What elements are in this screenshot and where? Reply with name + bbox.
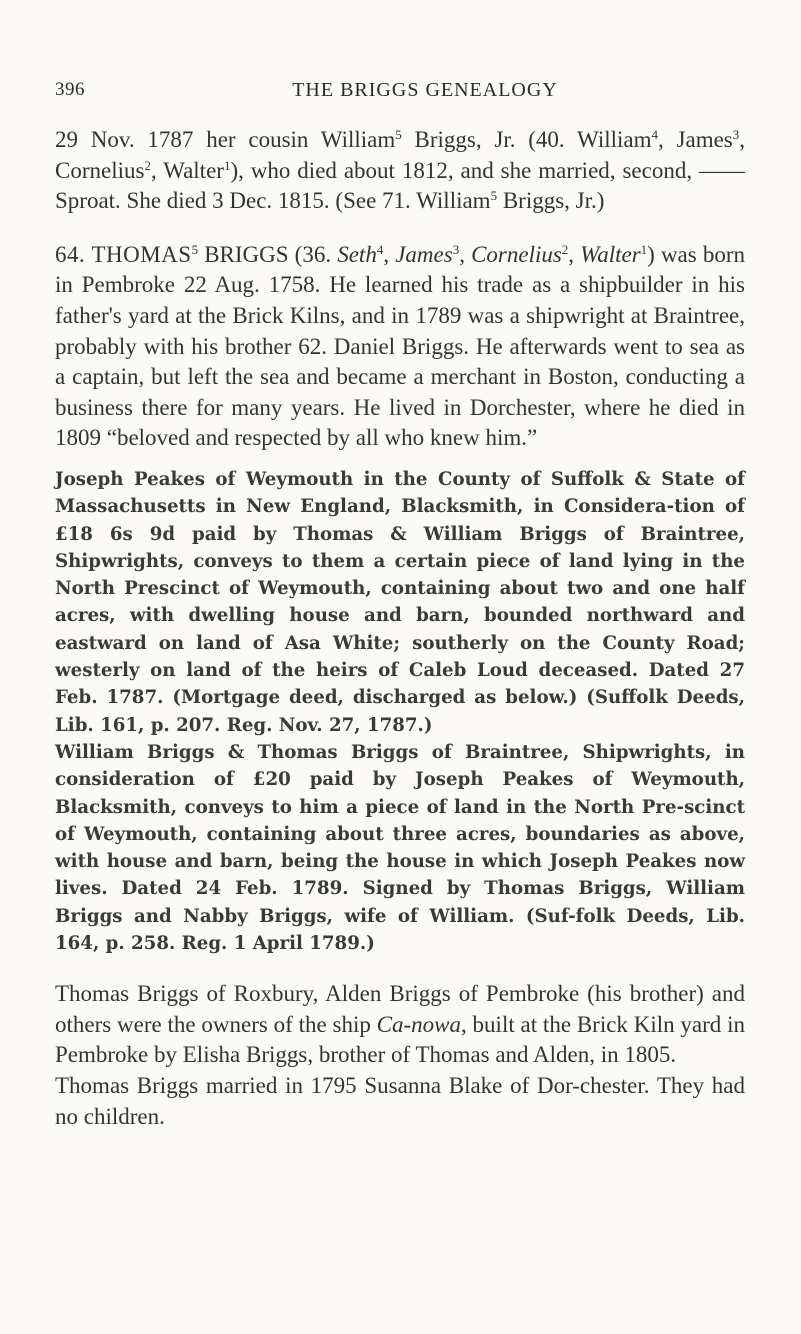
page-header [55,79,755,109]
paragraph-thomas-briggs-entry: 64. THOMAS$^5$ BRIGGS (36. Seth$^4$, James$^3$, Cornelius$^2$, Walter$^1$) was born in Pembroke 22 Aug. 1758. He learned his trade as a shipbuilder in his father's yard at the Brick Kilns, and in 1789 was a shipwright at Braintree, probably with his brother 62. Daniel Briggs. He afterwards went to sea as a captain, but left the sea and became a merchant in Boston, conducting a business there for many years. He lived in Dorchester, where he died in 1809 “beloved and respected by all who knew him.” [55,241,746,451]
paragraph-william-briggs-marriage: 29 Nov. 1787 her cousin William$^5$ Briggs, Jr. (40. William$^4$, James$^3$, Cornelius$^2$, Walter$^1$), who died about 1812, and she married, second, —— Sproat. She died 3 Dec. 1815. (See 71. William$^5$ Briggs, Jr.) [55,127,745,214]
paragraph-deed-peakes-to-briggs: Joseph Peakes of Weymouth in the County of Suffolk & State of Massachusetts in New England, Blacksmith, in Considera-tion of £18 6s 9d paid by Thomas & William Briggs of Braintree, Shipwrights, conveys to them a certain piece of land lying in the North Prescinct of Weymouth, containing about two and one half acres, with dwelling house and barn, bounded northward and eastward on land of Asa White; southerly on the County Road; westerly on land of the heirs of Caleb Loud deceased. Dated 27 Feb. 1787. (Mortgage deed, discharged as below.) (Suffolk Deeds, Lib. 161, p. 207. Reg. Nov. 27, 1787.) [55,468,745,736]
page-body [55,125,745,1132]
paragraph-thomas-marriage: Thomas Briggs married in 1795 Susanna Blake of Dor-chester. They had no children. [55,1073,745,1129]
paragraph-ship-canowa: Thomas Briggs of Roxbury, Alden Briggs of Pembroke (his brother) and others were the owners of the ship Ca-nowa, built at the Brick Kiln yard in Pembroke by Elisha Briggs, brother of Thomas and Alden, in 1805. [55,981,745,1068]
page-number: 396 [55,79,85,100]
paragraph-deed-briggs-to-peakes: William Briggs & Thomas Briggs of Braintree, Shipwrights, in consideration of £20 paid by Joseph Peakes of Weymouth, Blacksmith, conveys to him a piece of land in the North Pre-scinct of Weymouth, containing about three acres, boundaries as above, with house and barn, being the house in which Joseph Peakes now lives. Dated 24 Feb. 1789. Signed by Thomas Briggs, William Briggs and Nabby Briggs, wife of William. (Suf-folk Deeds, Lib. 164, p. 258. Reg. 1 April 1789.) [55,741,745,954]
running-head-title: THE BRIGGS GENEALOGY [292,79,558,101]
